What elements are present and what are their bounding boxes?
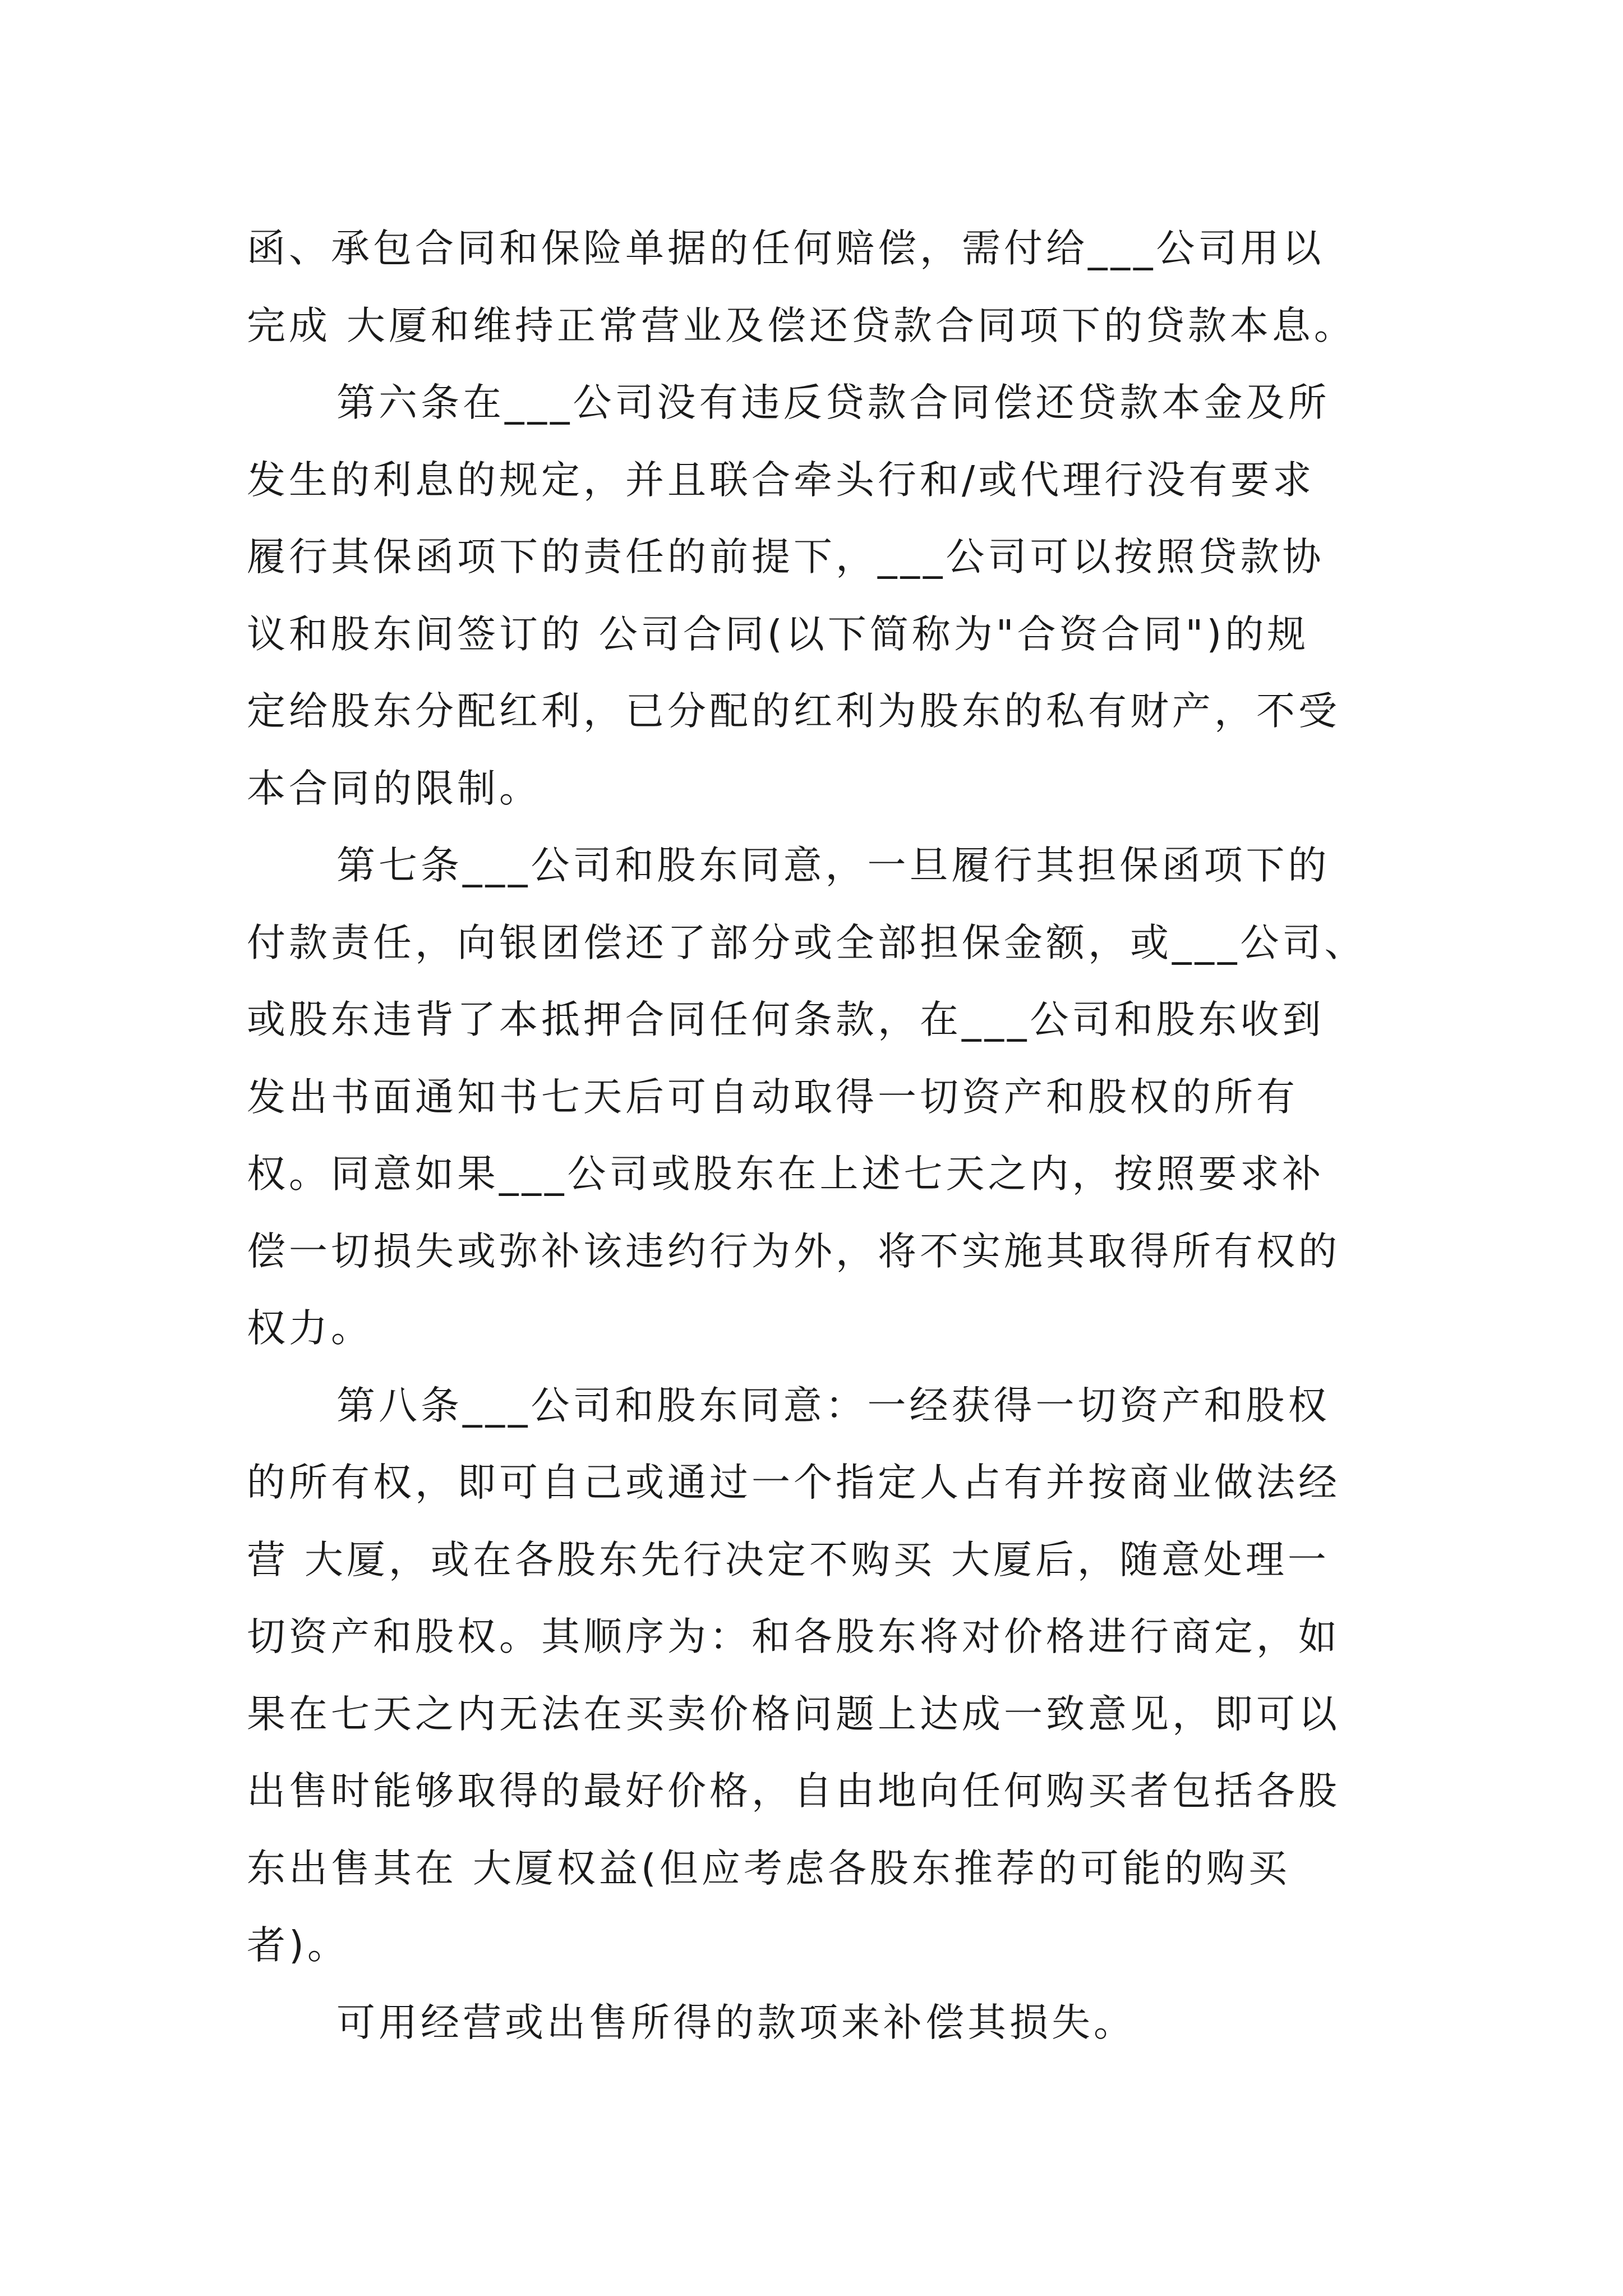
document-body (247, 210, 1391, 2062)
text-line: 东出售其在 大厦权益(但应考虑各股东推荐的可能的购买 (247, 1846, 1290, 1891)
text-line: 函、承包合同和保险单据的任何赔偿，需付给___公司用以 (247, 226, 1325, 271)
text-line: 切资产和股权。其顺序为：和各股东将对价格进行商定，如 (247, 1614, 1340, 1659)
text-line: 偿一切损失或弥补该违约行为外，将不实施其取得所有权的 (247, 1228, 1340, 1274)
text-line: 权力。 (247, 1306, 373, 1351)
article-6-start: 第六条在___公司没有违反贷款合同偿还贷款本金及所 (336, 380, 1330, 425)
text-line: 履行其保函项下的责任的前提下，___公司可以按照贷款协 (247, 535, 1325, 579)
text-line: 营 大厦，或在各股东先行决定不购买 大厦后，随意处理一 (247, 1537, 1330, 1582)
closing-paragraph: 可用经营或出售所得的款项来补偿其损失。 (336, 2000, 1136, 2045)
text-line: 者)。 (247, 1923, 349, 1968)
text-line: 完成 大厦和维持正常营业及偿还贷款合同项下的贷款本息。 (247, 303, 1356, 348)
text-line: 定给股东分配红利，已分配的红利为股东的私有财产，不受 (247, 689, 1340, 734)
text-line: 的所有权，即可自己或通过一个指定人占有并按商业做法经 (247, 1460, 1340, 1505)
text-line: 本合同的限制。 (247, 766, 541, 811)
text-line: 出售时能够取得的最好价格，自由地向任何购买者包括各股 (247, 1769, 1340, 1814)
text-line: 发生的利息的规定，并且联合牵头行和/或代理行没有要求 (247, 457, 1315, 503)
article-8-start: 第八条___公司和股东同意：一经获得一切资产和股权 (336, 1383, 1330, 1428)
text-line: 或股东违背了本抵押合同任何条款，在___公司和股东收到 (247, 997, 1325, 1042)
text-line: 议和股东间签订的 公司合同(以下简称为"合资合同")的规 (247, 611, 1310, 657)
text-line: 果在七天之内无法在买卖价格问题上达成一致意见，即可以 (247, 1691, 1340, 1737)
text-line: 付款责任，向银团偿还了部分或全部担保金额，或___公司、 (247, 920, 1367, 965)
article-7-start: 第七条___公司和股东同意，一旦履行其担保函项下的 (336, 843, 1330, 888)
text-line: 权。同意如果___公司或股东在上述七天之内，按照要求补 (247, 1152, 1325, 1197)
text-line: 发出书面通知书七天后可自动取得一切资产和股权的所有 (247, 1074, 1298, 1120)
